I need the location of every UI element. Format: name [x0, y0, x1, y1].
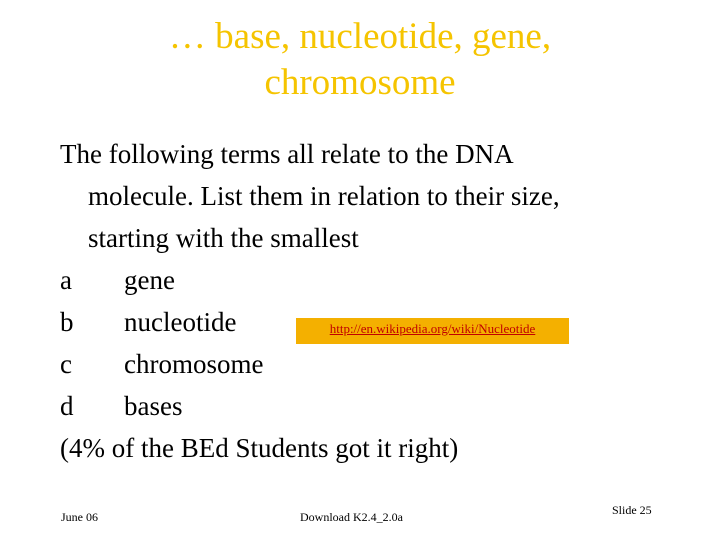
footer-slide-number: Slide 25 [612, 503, 652, 517]
item-letter: d [60, 391, 74, 421]
answer-item-a [60, 259, 560, 301]
item-term: nucleotide [124, 307, 237, 337]
slide-body [60, 133, 560, 469]
answer-item-c [60, 343, 560, 385]
item-letter: c [60, 349, 72, 379]
slide-title [0, 14, 720, 106]
answer-item-d [60, 385, 560, 427]
item-term: gene [124, 265, 175, 295]
title-line-2: chromosome [264, 62, 456, 103]
item-term: chromosome [124, 349, 264, 379]
question-line-3: starting with the smallest [88, 223, 359, 253]
result-note: (4% of the BEd Students got it right) [60, 433, 459, 463]
question-line-2: molecule. List them in relation to their size, [88, 181, 560, 211]
wikipedia-nucleotide-link[interactable]: http://en.wikipedia.org/wiki/Nucleotide [296, 318, 569, 344]
title-line-1: … base, nucleotide, gene, [168, 16, 552, 57]
question-line-1: The following terms all relate to the DNA [60, 139, 514, 169]
item-term: bases [124, 391, 183, 421]
item-letter: b [60, 307, 74, 337]
footer-date: June 06 [61, 510, 98, 524]
footer-download-label: Download K2.4_2.0a [300, 510, 403, 524]
item-letter: a [60, 265, 72, 295]
